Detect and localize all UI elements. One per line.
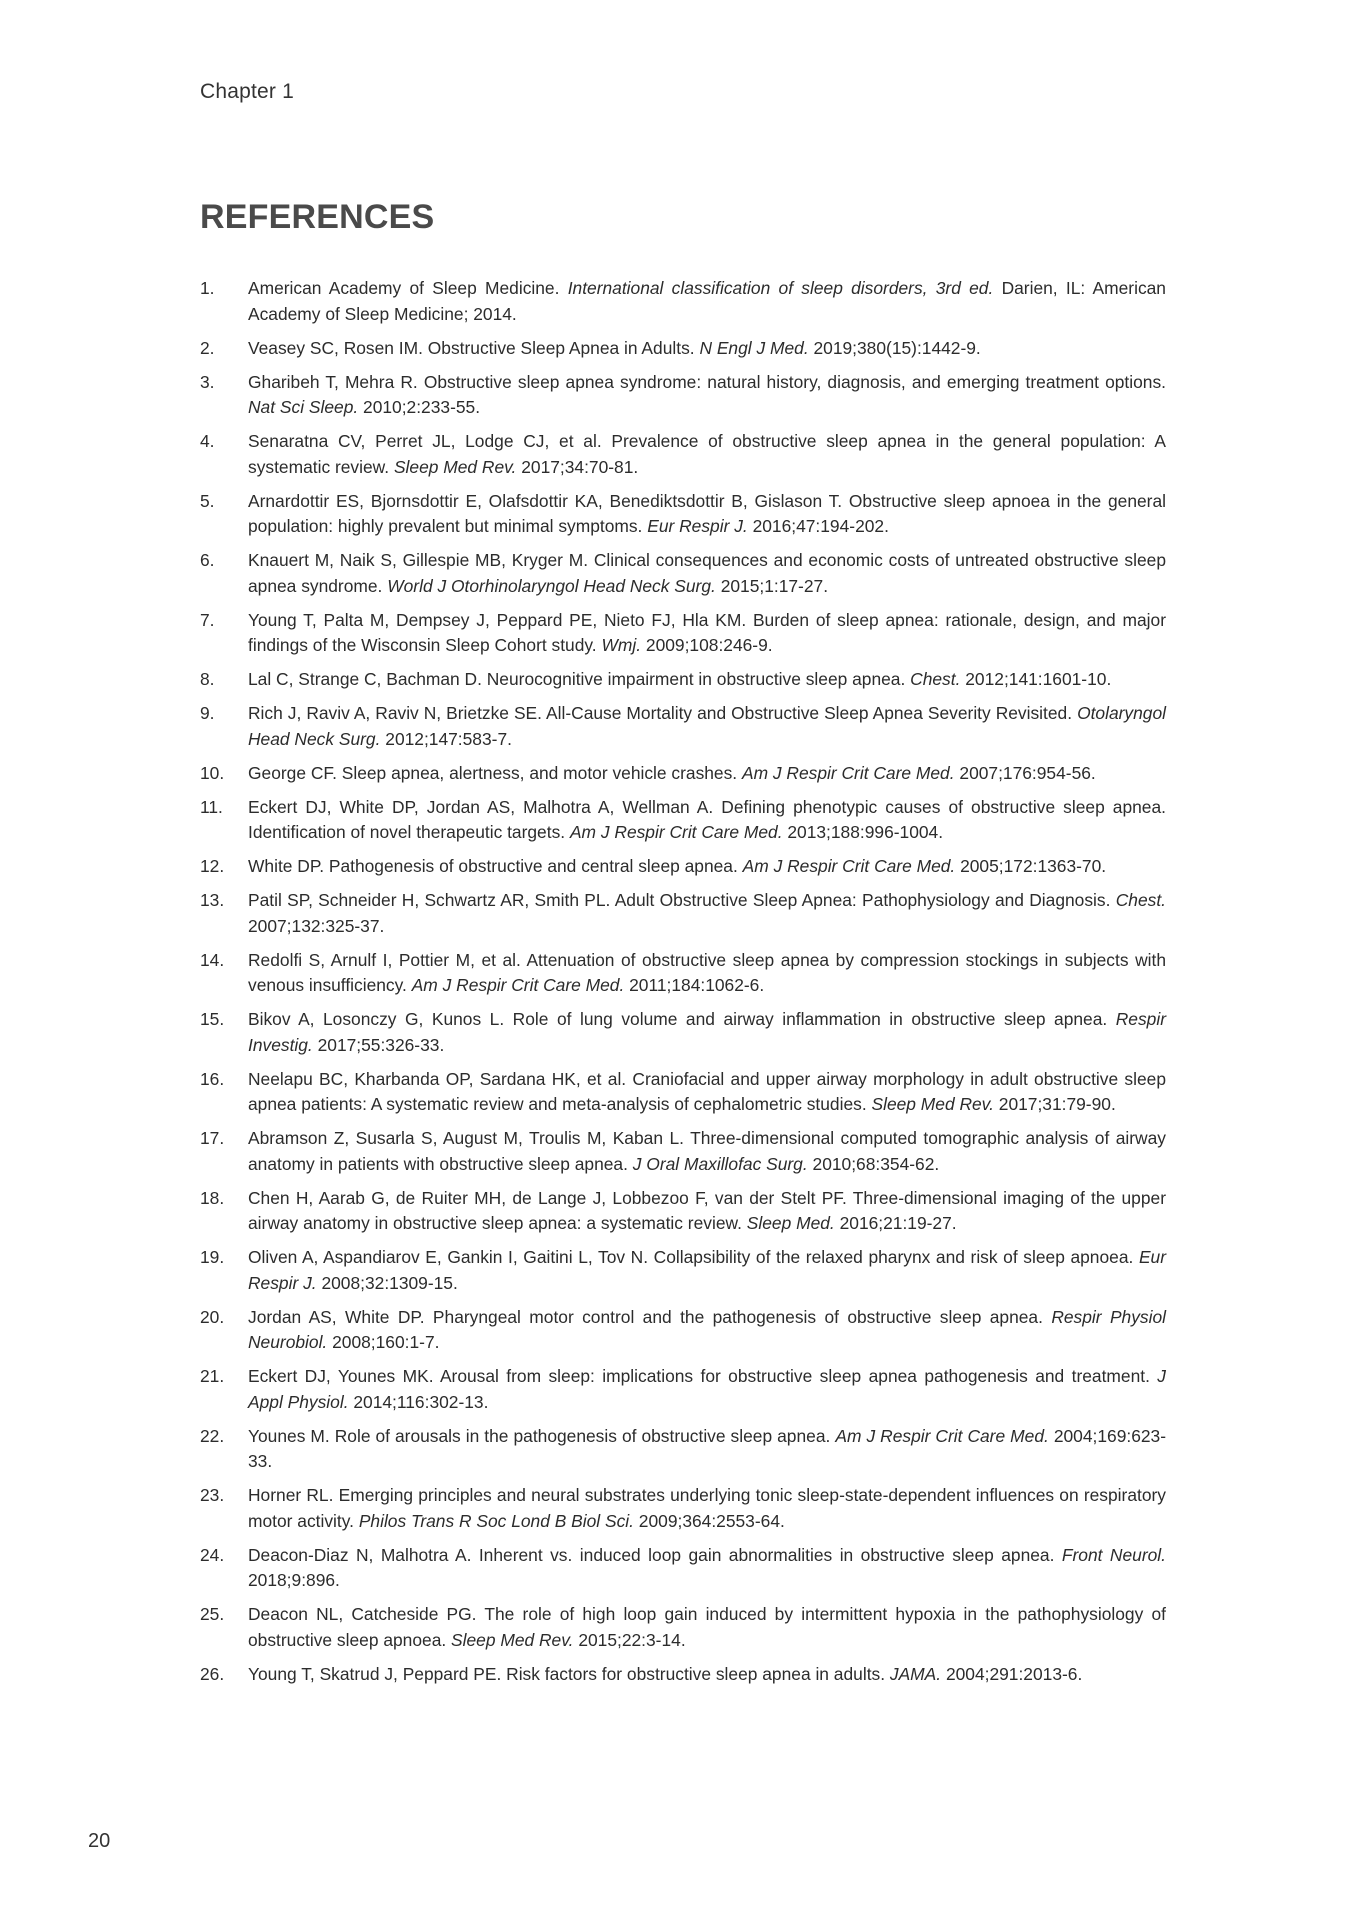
reference-item — [200, 1483, 1166, 1534]
reference-journal: Otolaryngol Head Neck Surg. — [248, 703, 1166, 749]
reference-number: 16. — [200, 1068, 225, 1089]
reference-item — [200, 1543, 1166, 1594]
reference-text: Knauert M, Naik S, Gillespie MB, Kryger M. Clinical consequences and economic costs of untreated obstructive sleep apnea syndrome. — [248, 550, 1166, 596]
reference-item — [200, 276, 1166, 327]
reference-journal: Am J Respir Crit Care Med. — [742, 856, 956, 876]
reference-text: Chen H, Aarab G, de Ruiter MH, de Lange J, Lobbezoo F, van der Stelt PF. Three-dimensional imaging of the upper airway anatomy in obstructive sleep apnea: a systematic review. — [248, 1187, 1166, 1233]
reference-citation-details: 2004;291:2013-6. — [941, 1663, 1083, 1684]
reference-text: Veasey SC, Rosen IM. Obstructive Sleep Apnea in Adults. — [248, 337, 700, 358]
reference-number: 10. — [200, 762, 225, 783]
reference-citation-details: 2016;47:194-202. — [747, 516, 889, 536]
reference-journal: J Oral Maxillofac Surg. — [632, 1153, 808, 1174]
reference-number: 14. — [200, 949, 225, 970]
reference-number: 9. — [200, 703, 215, 723]
reference-item — [200, 370, 1166, 421]
reference-journal: Am J Respir Crit Care Med. — [741, 762, 955, 783]
reference-citation-details: 2008;160:1-7. — [327, 1332, 440, 1352]
reference-citation-details: 2017;31:79-90. — [993, 1094, 1116, 1114]
reference-citation-details: 2010;68:354-62. — [807, 1153, 940, 1174]
reference-text: American Academy of Sleep Medicine. — [248, 278, 568, 298]
reference-citation-details: 2017;34:70-81. — [516, 456, 639, 477]
reference-item — [200, 608, 1166, 659]
reference-journal: Chest. — [1115, 890, 1166, 910]
reference-citation-details: 2010;2:233-55. — [358, 397, 481, 417]
reference-text: Redolfi S, Arnulf I, Pottier M, et al. Attenuation of obstructive sleep apnea by compression stockings in subjects with venous insufficiency. — [248, 949, 1166, 995]
reference-text: Neelapu BC, Kharbanda OP, Sardana HK, et al. Craniofacial and upper airway morphology in adult obstructive sleep apnea patients: A systematic review and meta-analysis of cephalometric studies. — [248, 1068, 1166, 1114]
reference-number: 11. — [200, 796, 223, 817]
reference-item — [200, 795, 1166, 846]
reference-journal: JAMA. — [889, 1663, 942, 1684]
reference-journal: J Appl Physiol. — [248, 1366, 1166, 1412]
reference-item — [200, 489, 1166, 540]
reference-item — [200, 1186, 1166, 1237]
reference-text: Eckert DJ, Younes MK. Arousal from sleep: implications for obstructive sleep apnea pathogenesis and treatment. — [248, 1366, 1158, 1386]
reference-text: Young T, Skatrud J, Peppard PE. Risk factors for obstructive sleep apnea in adults. — [248, 1663, 890, 1684]
reference-text: Deacon NL, Catcheside PG. The role of high loop gain induced by intermittent hypoxia in the pathophysiology of obstructive sleep apnoea. — [248, 1604, 1166, 1650]
reference-item — [200, 1602, 1166, 1653]
reference-citation-details: 2009;364:2553-64. — [633, 1510, 785, 1531]
reference-citation-details: 2004;169:623-33. — [248, 1425, 1167, 1471]
reference-journal: Sleep Med Rev. — [451, 1629, 574, 1650]
reference-number: 20. — [200, 1306, 225, 1327]
reference-journal: World J Otorhinolaryngol Head Neck Surg. — [387, 575, 716, 596]
reference-number: 24. — [200, 1544, 225, 1565]
reference-number: 2. — [200, 337, 215, 358]
reference-citation-details: 2019;380(15):1442-9. — [808, 337, 981, 358]
reference-item — [200, 548, 1166, 599]
reference-citation-details: 2017;55:326-33. — [312, 1034, 445, 1055]
reference-citation-details: Darien, IL: American Academy of Sleep Medicine; 2014. — [248, 278, 1166, 324]
reference-citation-details: 2018;9:896. — [248, 1570, 340, 1590]
reference-citation-details: 2014;116:302-13. — [348, 1391, 489, 1412]
reference-item — [200, 1245, 1166, 1296]
reference-text: Senaratna CV, Perret JL, Lodge CJ, et al. Prevalence of obstructive sleep apnea in the general population: A systematic review. — [248, 431, 1166, 477]
reference-number: 1. — [200, 278, 215, 298]
reference-journal: Am J Respir Crit Care Med. — [835, 1425, 1049, 1446]
reference-number: 22. — [200, 1425, 225, 1446]
reference-citation-details: 2016;21:19-27. — [834, 1213, 957, 1233]
reference-item — [200, 1662, 1166, 1688]
reference-text: Patil SP, Schneider H, Schwartz AR, Smith PL. Adult Obstructive Sleep Apnea: Pathophysiology and Diagnosis. — [248, 890, 1116, 910]
reference-journal: Philos Trans R Soc Lond B Biol Sci. — [358, 1510, 634, 1531]
reference-number: 18. — [200, 1187, 225, 1208]
reference-number: 23. — [200, 1485, 225, 1505]
reference-item — [200, 667, 1166, 693]
reference-journal: Front Neurol. — [1061, 1544, 1166, 1565]
reference-citation-details: 2009;108:246-9. — [641, 635, 773, 655]
reference-journal: Wmj. — [601, 635, 642, 655]
reference-number: 3. — [200, 371, 215, 392]
reference-number: 6. — [200, 550, 215, 570]
reference-citation-details: 2012;141:1601-10. — [960, 669, 1112, 689]
chapter-label: Chapter 1 — [200, 80, 295, 103]
reference-journal: Chest. — [910, 669, 961, 689]
reference-item — [200, 761, 1166, 787]
page-number: 20 — [88, 1830, 111, 1852]
reference-journal: Respir Investig. — [248, 1009, 1166, 1055]
reference-text: Deacon-Diaz N, Malhotra A. Inherent vs. induced loop gain abnormalities in obstructive sleep apnea. — [248, 1544, 1062, 1565]
section-title: REFERENCES — [200, 198, 435, 236]
reference-item — [200, 1067, 1166, 1118]
reference-journal: Am J Respir Crit Care Med. — [411, 975, 625, 995]
reference-item — [200, 429, 1166, 480]
reference-citation-details: 2007;176:954-56. — [954, 762, 1096, 783]
reference-citation-details: 2011;184:1062-6. — [624, 975, 765, 995]
reference-text: Oliven A, Aspandiarov E, Gankin I, Gaitini L, Tov N. Collapsibility of the relaxed pharynx and risk of sleep apnoea. — [248, 1247, 1139, 1267]
reference-text: Lal C, Strange C, Bachman D. Neurocognitive impairment in obstructive sleep apnea. — [248, 669, 911, 689]
reference-journal: International classification of sleep disorders, 3rd ed. — [567, 278, 994, 298]
reference-item — [200, 948, 1166, 999]
reference-text: Arnardottir ES, Bjornsdottir E, Olafsdottir KA, Benediktsdottir B, Gislason T. Obstructive sleep apnoea in the general population: highly prevalent but minimal symptoms. — [248, 490, 1166, 536]
reference-number: 12. — [200, 856, 225, 876]
reference-text: George CF. Sleep apnea, alertness, and motor vehicle crashes. — [248, 762, 742, 783]
reference-list — [200, 276, 1166, 1696]
reference-text: White DP. Pathogenesis of obstructive and central sleep apnea. — [248, 856, 743, 876]
reference-item — [200, 701, 1166, 752]
reference-citation-details: 2012;147:583-7. — [380, 728, 512, 749]
reference-item — [200, 1424, 1166, 1475]
reference-citation-details: 2005;172:1363-70. — [955, 856, 1107, 876]
reference-item — [200, 1007, 1166, 1058]
reference-journal: Nat Sci Sleep. — [248, 397, 359, 417]
reference-number: 19. — [200, 1247, 225, 1267]
reference-number: 8. — [200, 669, 215, 689]
reference-text: Young T, Palta M, Dempsey J, Peppard PE, Nieto FJ, Hla KM. Burden of sleep apnea: rationale, design, and major findings of the Wisconsin Sleep Cohort study. — [248, 609, 1166, 655]
reference-number: 21. — [200, 1366, 225, 1386]
reference-citation-details: 2007;132:325-37. — [248, 915, 385, 936]
reference-number: 25. — [200, 1604, 225, 1624]
reference-text: Eckert DJ, White DP, Jordan AS, Malhotra A, Wellman A. Defining phenotypic causes of obstructive sleep apnea. Identification of novel therapeutic targets. — [248, 796, 1166, 842]
reference-text: Younes M. Role of arousals in the pathogenesis of obstructive sleep apnea. — [248, 1425, 836, 1446]
reference-number: 15. — [200, 1009, 225, 1029]
reference-number: 17. — [200, 1128, 225, 1148]
reference-journal: N Engl J Med. — [699, 337, 809, 358]
reference-text: Bikov A, Losonczy G, Kunos L. Role of lung volume and airway inflammation in obstructive sleep apnea. — [248, 1009, 1116, 1029]
reference-item — [200, 1126, 1166, 1177]
reference-citation-details: 2015;1:17-27. — [715, 575, 829, 596]
reference-citation-details: 2015;22:3-14. — [573, 1629, 686, 1650]
reference-journal: Eur Respir J. — [248, 1247, 1166, 1293]
reference-journal: Eur Respir J. — [647, 516, 748, 536]
reference-item — [200, 1305, 1166, 1356]
reference-number: 7. — [200, 609, 215, 630]
reference-item — [200, 1364, 1166, 1415]
reference-item — [200, 336, 1166, 362]
reference-number: 4. — [200, 431, 215, 451]
reference-number: 5. — [200, 490, 215, 511]
reference-number: 13. — [200, 890, 225, 910]
reference-journal: Sleep Med Rev. — [393, 456, 517, 477]
reference-item — [200, 888, 1166, 939]
reference-text: Abramson Z, Susarla S, August M, Troulis M, Kaban L. Three-dimensional computed tomographic analysis of airway anatomy in patients with obstructive sleep apnea. — [248, 1128, 1166, 1174]
reference-item — [200, 854, 1166, 880]
reference-citation-details: 2008;32:1309-15. — [316, 1272, 458, 1293]
reference-text: Gharibeh T, Mehra R. Obstructive sleep apnea syndrome: natural history, diagnosis, and emerging treatment options. — [248, 371, 1166, 392]
reference-journal: Sleep Med. — [746, 1213, 835, 1233]
reference-citation-details: 2013;188:996-1004. — [782, 822, 944, 842]
reference-journal: Sleep Med Rev. — [871, 1094, 994, 1114]
reference-text: Horner RL. Emerging principles and neural substrates underlying tonic sleep-state-dependent influences on respiratory motor activity. — [248, 1485, 1166, 1531]
reference-journal: Respir Physiol Neurobiol. — [248, 1306, 1166, 1352]
reference-number: 26. — [200, 1663, 225, 1684]
reference-text: Jordan AS, White DP. Pharyngeal motor control and the pathogenesis of obstructive sleep apnea. — [248, 1306, 1052, 1327]
reference-text: Rich J, Raviv A, Raviv N, Brietzke SE. All-Cause Mortality and Obstructive Sleep Apnea Severity Revisited. — [248, 703, 1078, 723]
reference-journal: Am J Respir Crit Care Med. — [569, 822, 783, 842]
